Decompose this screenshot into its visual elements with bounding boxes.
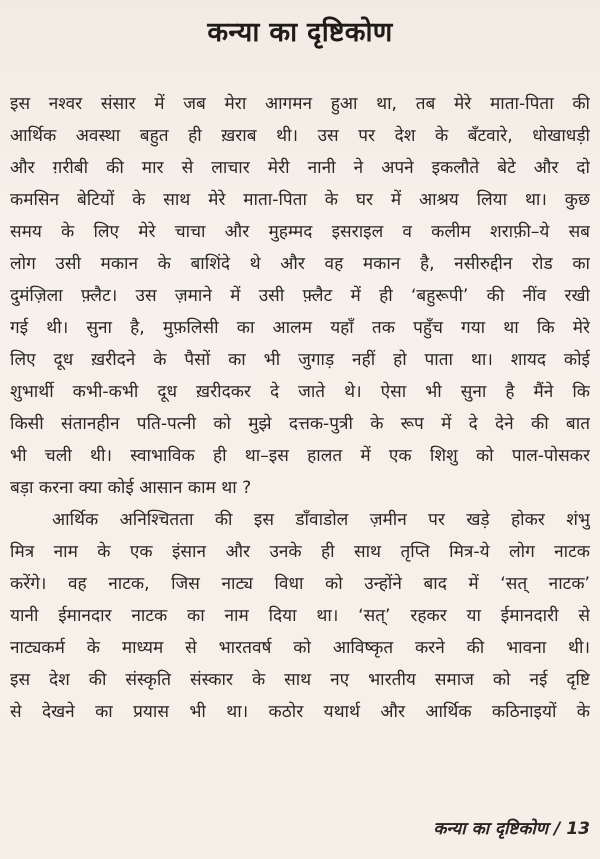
- text-line: समय के लिए मेरे चाचा और मुहम्मद इसराइल व कलीम शराफ़ी–ये सब: [10, 222, 590, 242]
- text-line: इस देश की संस्कृति संस्कार के साथ नए भारतीय समाज को नई दृष्टि: [10, 670, 590, 690]
- text-line: गई थी। सुना है, मुफ़लिसी का आलम यहाँ तक पहुँच गया था कि मेरे: [10, 318, 590, 338]
- text-line: दुमंज़िला फ़्लैट। उस ज़माने में उसी फ़्लैट में ही ‘बहुरूपी’ की नींव रखी: [10, 286, 590, 306]
- text-line: नाट्यकर्म के माध्यम से भारतवर्ष को आविष्कृत करने की भावना थी।: [10, 638, 590, 658]
- text-line: भी चली थी। स्वाभाविक ही था–इस हालत में एक शिशु को पाल-पोसकर: [10, 446, 590, 466]
- paragraph-start-line: आर्थिक अनिश्चितता की इस डाँवाडोल ज़मीन पर खड़े होकर शंभु: [52, 510, 590, 530]
- text-line: और ग़रीबी की मार से लाचार मेरी नानी ने अपने इकलौते बेटे और दो: [10, 158, 590, 178]
- text-line: लिए दूध ख़रीदने के पैसों का भी जुगाड़ नहीं हो पाता था। शायद कोई: [10, 350, 590, 370]
- text-line: लोग उसी मकान के बाशिंदे थे और वह मकान है, नसीरुद्दीन रोड का: [10, 254, 590, 274]
- text-line: किसी संतानहीन पति-पत्नी को मुझे दत्तक-पुत्री के रूप में दे देने की बात: [10, 414, 590, 434]
- running-title: कन्या का दृष्टिकोण: [433, 819, 549, 839]
- page-footer: [433, 816, 590, 839]
- text-line: मित्र नाम के एक इंसान और उनके ही साथ तृप्ति मित्र-ये लोग नाटक: [10, 542, 590, 562]
- text-line: आर्थिक अवस्था बहुत ही ख़राब थी। उस पर देश के बँटवारे, धोखाधड़ी: [10, 126, 590, 146]
- text-line: करेंगे। वह नाटक, जिस नाट्य विधा को उन्होंने बाद में ‘सत् नाटक’: [10, 574, 590, 594]
- chapter-title: कन्या का दृष्टिकोण: [207, 17, 393, 48]
- text-line: शुभार्थी कभी-कभी दूध ख़रीदकर दे जाते थे। ऐसा भी सुना है मैंने कि: [10, 382, 590, 402]
- text-line: से देखने का प्रयास भी था। कठोर यथार्थ और आर्थिक कठिनाइयों के: [10, 702, 590, 722]
- footer-separator: /: [554, 819, 561, 839]
- body-text: [10, 88, 590, 728]
- text-line: कमसिन बेटियों के साथ मेरे माता-पिता के घर में आश्रय लिया था। कुछ: [10, 190, 590, 210]
- text-line: बड़ा करना क्या कोई आसान काम था ?: [10, 478, 252, 498]
- text-line: इस नश्वर संसार में जब मेरा आगमन हुआ था, तब मेरे माता-पिता की: [10, 94, 590, 114]
- text-line: यानी ईमानदार नाटक का नाम दिया था। ‘सत्’ रहकर या ईमानदारी से: [10, 606, 590, 626]
- page-number: 13: [566, 819, 590, 839]
